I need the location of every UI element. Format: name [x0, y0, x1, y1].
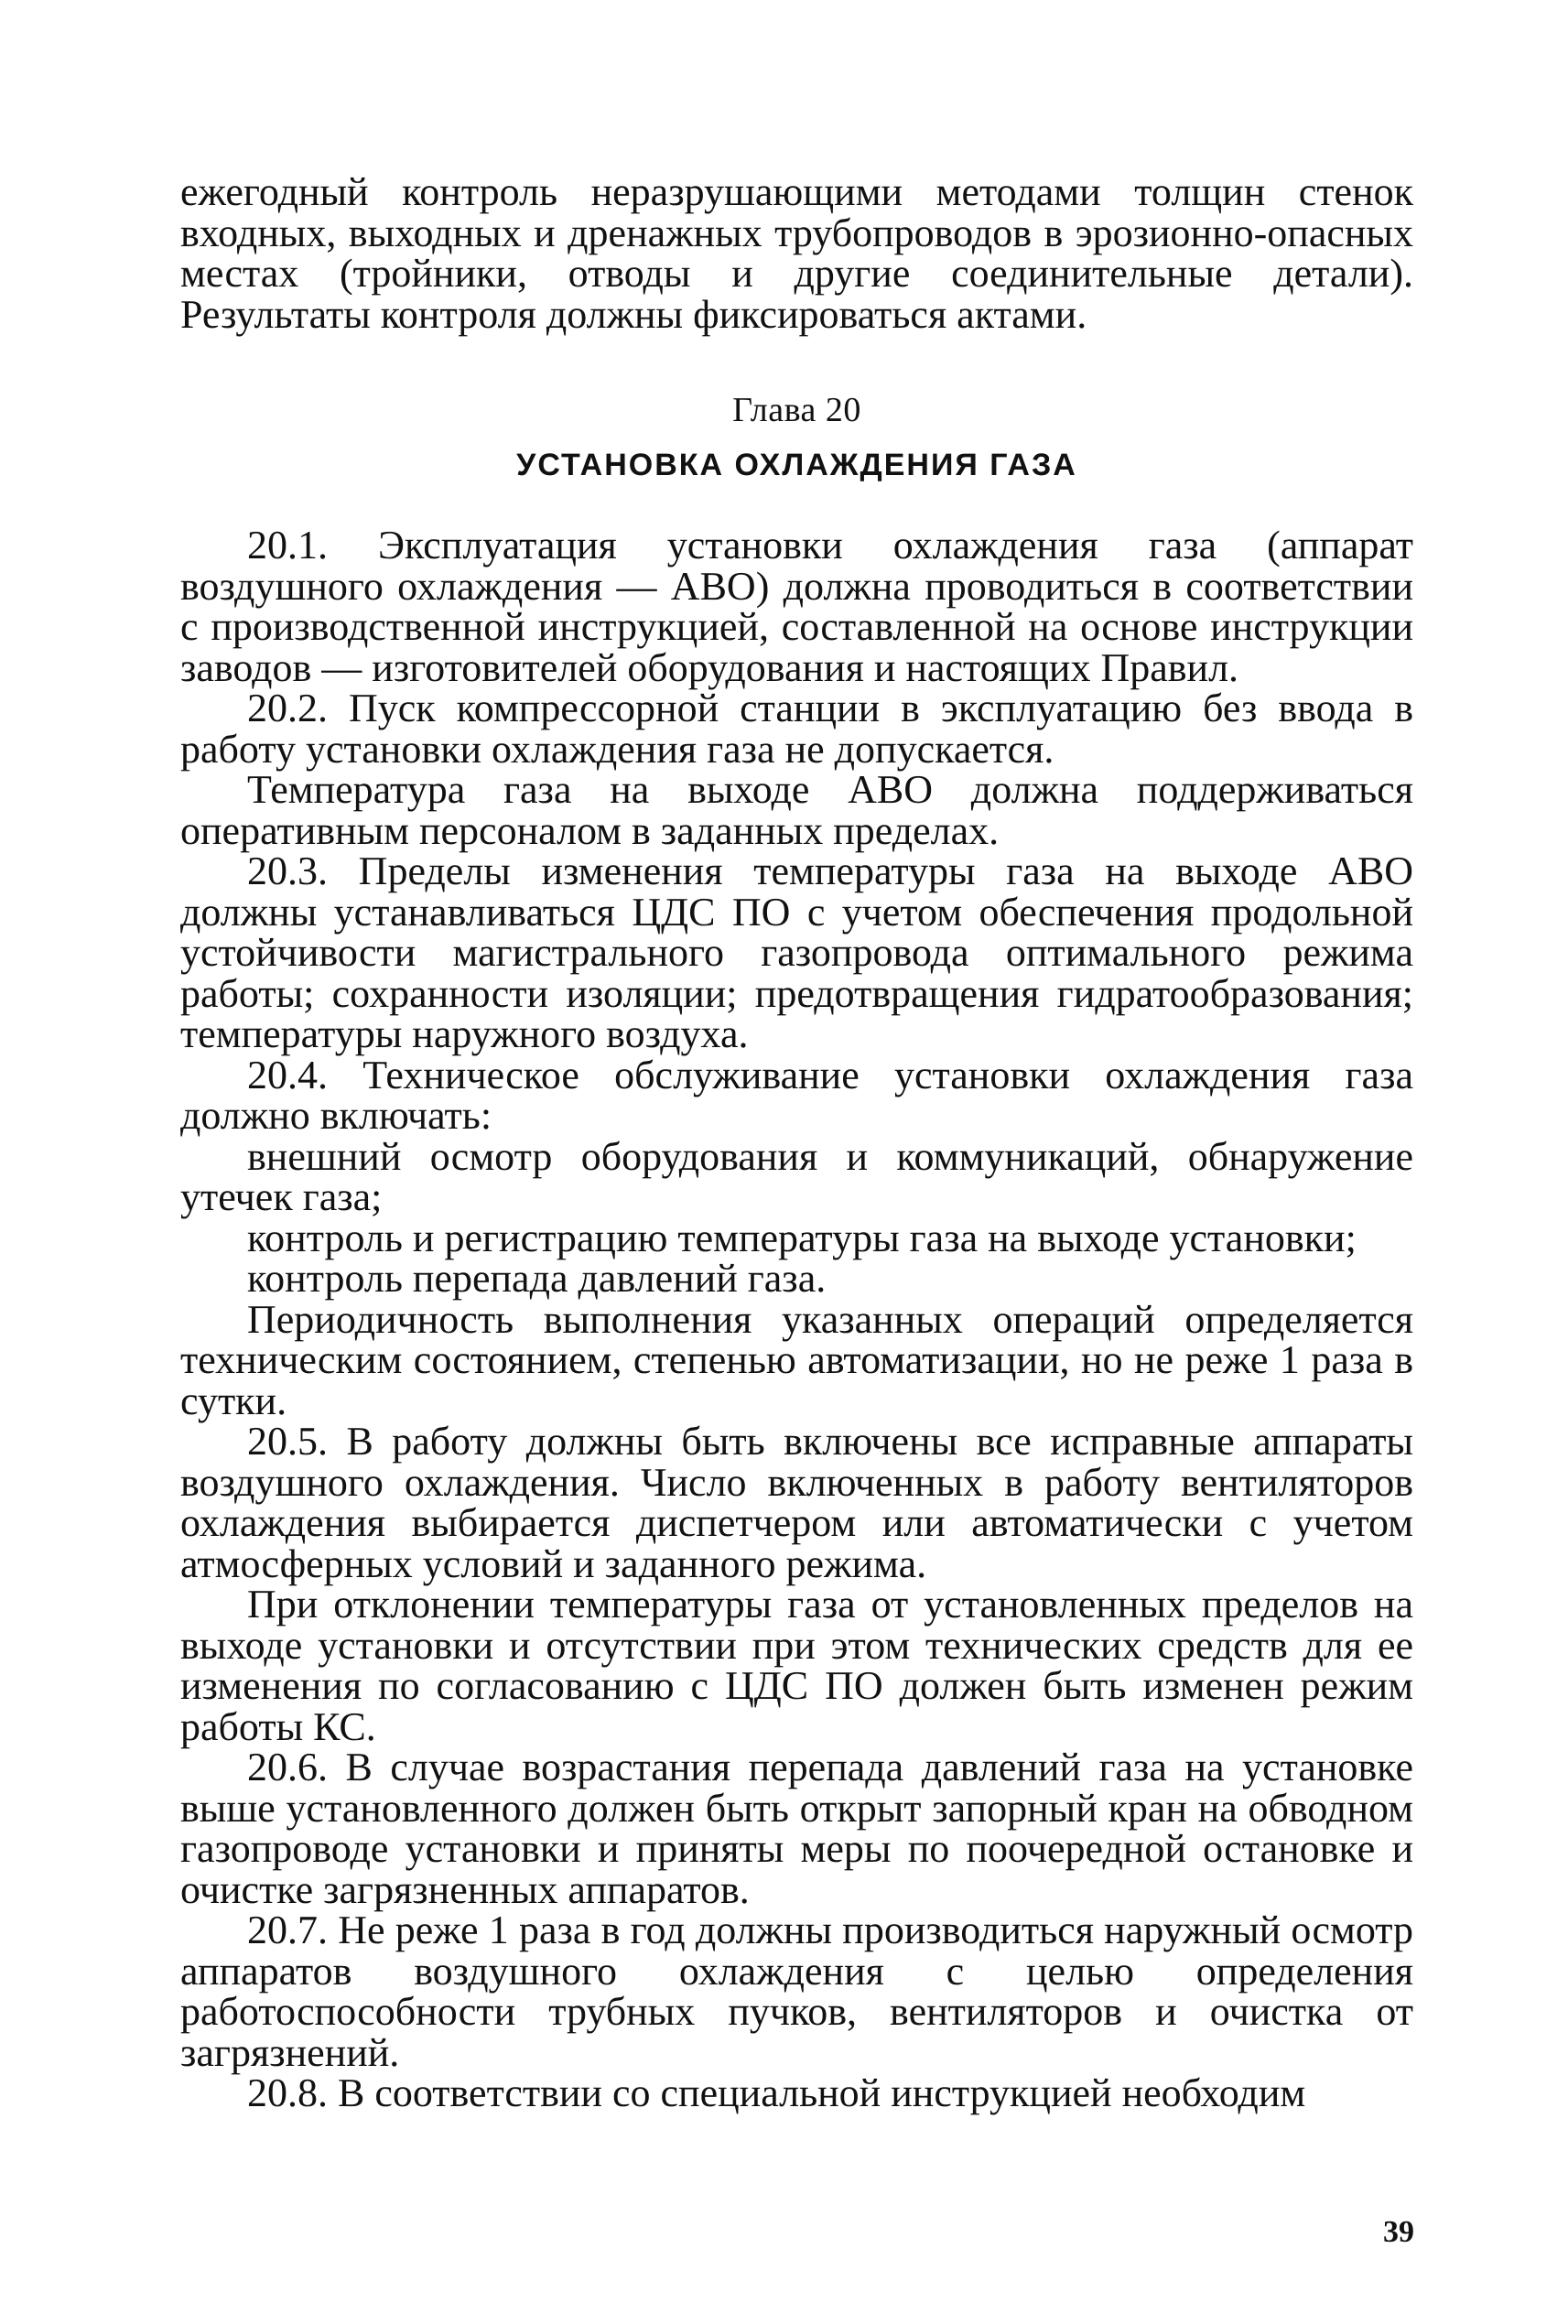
paragraph: Температура газа на выходе АВО должна поддерживаться оперативным персоналом в заданных пределах.	[180, 767, 1413, 853]
paragraph-20-5: 20.5. В работу должны быть включены все исправные аппараты воздушного охлаждения. Число включенных в работу вентиляторов охлаждения выбирается диспетчером или автоматически с учетом атмосферных условий и заданного режима.	[180, 1419, 1413, 1586]
paragraph-20-7: 20.7. Не реже 1 раза в год должны производиться наружный осмотр аппаратов воздушного охлаждения с целью определения работоспособности трубных пучков, вентиляторов и очистка от загрязнений.	[180, 1908, 1413, 2075]
page-number: 39	[1383, 2215, 1414, 2249]
chapter-title: УСТАНОВКА ОХЛАЖДЕНИЯ ГАЗА	[516, 448, 1077, 482]
paragraph-20-4: 20.4. Техническое обслуживание установки охлаждения газа должно включать:	[180, 1052, 1413, 1138]
paragraph-20-8: 20.8. В соответствии со специальной инструкцией необходим	[247, 2070, 1306, 2115]
paragraph: Периодичность выполнения указанных операций определяется техническим состоянием, степенью автоматизации, но не реже 1 раза в сутки.	[180, 1296, 1413, 1423]
list-item: контроль перепада давлений газа.	[247, 1256, 827, 1301]
text-body	[180, 169, 1413, 2115]
intro-paragraph: ежегодный контроль неразрушающими методами толщин стенок входных, выходных и дренажных трубопроводов в эрозионно-опасных местах (тройники, отводы и другие соединительные детали). Результаты контроля должны фиксироваться актами.	[180, 169, 1413, 337]
paragraph-20-6: 20.6. В случае возрастания перепада давлений газа на установке выше установленного должен быть открыт запорный кран на обводном газопроводе установки и приняты меры по поочередной остановке и очистке загрязненных аппаратов.	[180, 1745, 1413, 1912]
list-item: контроль и регистрацию температуры газа на выходе установки;	[247, 1215, 1357, 1260]
list-item: внешний осмотр оборудования и коммуникаций, обнаружение утечек газа;	[180, 1133, 1413, 1219]
paragraph-20-1: 20.1. Эксплуатация установки охлаждения газа (аппарат воздушного охлаждения — АВО) должна проводиться в соответствии с производственной инструкцией, составленной на основе инструкции заводов — изготовителей оборудования и настоящих Правил.	[180, 523, 1413, 690]
paragraph: При отклонении температуры газа от установленных пределов на выходе установки и отсутствии при этом технических средств для ее изменения по согласованию с ЦДС ПО должен быть изменен режим работы КС.	[180, 1582, 1413, 1749]
paragraph-20-3: 20.3. Пределы изменения температуры газа на выходе АВО должны устанавливаться ЦДС ПО с учетом обеспечения продольной устойчивости магистрального газопровода оптимального режима работы; сохранности изоляции; предотвращения гидратообразования; температуры наружного воздуха.	[180, 849, 1413, 1056]
chapter-label: Глава 20	[732, 391, 861, 429]
paragraph-20-2: 20.2. Пуск компрессорной станции в эксплуатацию без ввода в работу установки охлаждения газа не допускается.	[180, 686, 1413, 772]
